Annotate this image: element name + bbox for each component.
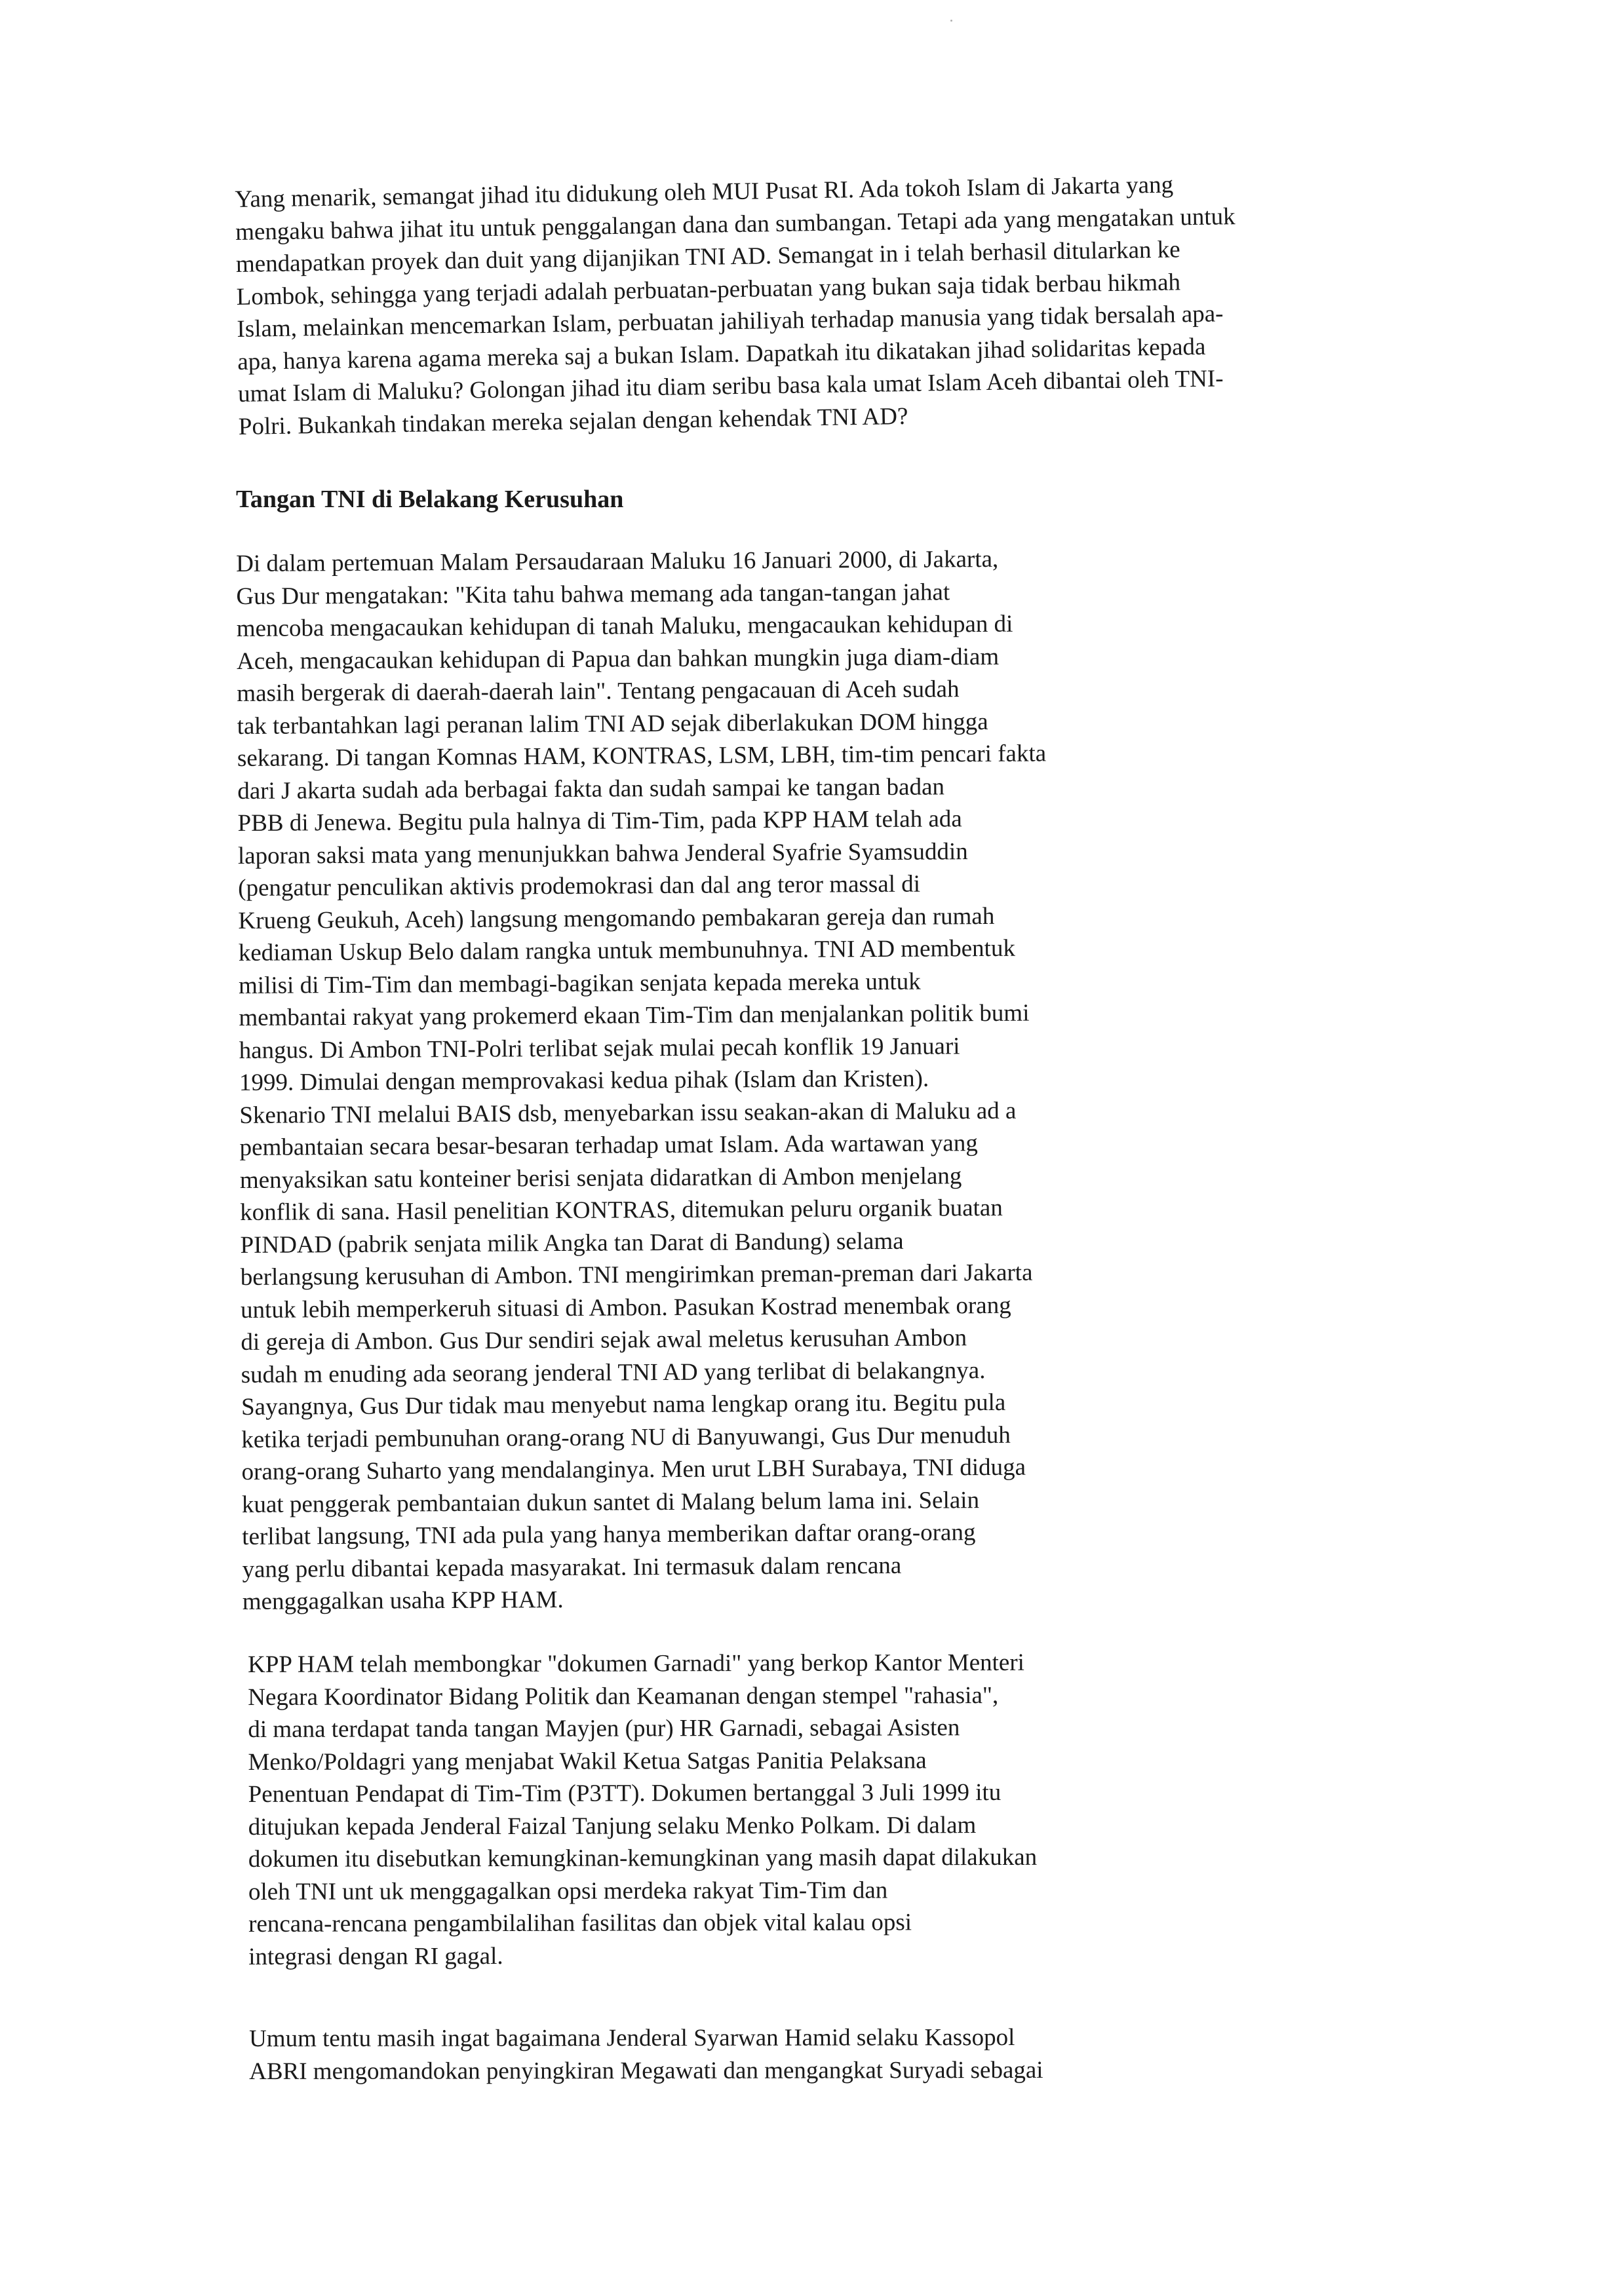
text-line: Di dalam pertemuan Malam Persaudaraan Maluku 16 Januari 2000, di Jakarta, xyxy=(236,545,999,577)
text-line: yang perlu dibantai kepada masyarakat. Ini termasuk dalam rencana xyxy=(242,1552,902,1583)
text-line: rencana-rencana pengambilalihan fasilitas dan objek vital kalau opsi xyxy=(248,1909,912,1938)
text-line: ditujukan kepada Jenderal Faizal Tanjung selaku Menko Polkam. Di dalam xyxy=(248,1811,977,1841)
text-line: integrasi dengan RI gagal. xyxy=(248,1942,503,1970)
text-line: KPP HAM telah membongkar "dokumen Garnadi" yang berkop Kantor Menteri xyxy=(248,1649,1024,1678)
text-line: umat Islam di Maluku? Golongan jihad itu diam seribu basa kala umat Islam Aceh dibantai oleh TNI- xyxy=(237,365,1224,408)
text-line: PBB di Jenewa. Begitu pula halnya di Tim-Tim, pada KPP HAM telah ada xyxy=(237,805,962,837)
text-line: apa, hanya karena agama mereka saj a bukan Islam. Dapatkah itu dikatakan jihad solidaritas kepada xyxy=(237,333,1206,375)
paragraph-jihad xyxy=(235,168,1239,443)
text-line: ABRI mengomandokan penyingkiran Megawati dan mengangkat Suryadi sebagai xyxy=(249,2056,1043,2085)
scan-speck xyxy=(950,20,952,22)
text-line: (pengatur penculikan aktivis prodemokrasi dan dal ang teror massal di xyxy=(238,870,921,902)
paragraph-tni-role xyxy=(236,543,1051,1618)
text-line: terlibat langsung, TNI ada pula yang hanya memberikan daftar orang-orang xyxy=(242,1519,976,1550)
text-line: Penentuan Pendapat di Tim-Tim (P3TT). Dokumen bertanggal 3 Juli 1999 itu xyxy=(248,1778,1002,1808)
text-line: di mana terdapat tanda tangan Mayjen (pur) HR Garnadi, sebagai Asisten xyxy=(248,1714,960,1743)
text-line: mendapatkan proyek dan duit yang dijanjikan TNI AD. Semangat in i telah berhasil ditularkan ke xyxy=(235,236,1180,278)
text-line: orang-orang Suharto yang mendalanginya. Men urut LBH Surabaya, TNI diduga xyxy=(241,1453,1026,1485)
text-line: konflik di sana. Hasil penelitian KONTRAS, ditemukan peluru organik buatan xyxy=(240,1194,1003,1226)
text-line: Islam, melainkan mencemarkan Islam, perbuatan jahiliyah terhadap manusia yang tidak bersalah apa- xyxy=(237,300,1224,343)
text-line: berlangsung kerusuhan di Ambon. TNI mengirimkan preman-preman dari Jakarta xyxy=(240,1259,1033,1291)
text-line: membantai rakyat yang prokemerd ekaan Tim-Tim dan menjalankan politik bumi xyxy=(239,999,1030,1031)
text-line: menggagalkan usaha KPP HAM. xyxy=(242,1586,564,1615)
text-line: mencoba mengacaukan kehidupan di tanah Maluku, mengacaukan kehidupan di xyxy=(236,610,1013,642)
text-line: Menko/Poldagri yang menjabat Wakil Ketua Satgas Panitia Pelaksana xyxy=(248,1746,927,1776)
text-line: tak terbantahkan lagi peranan lalim TNI AD sejak diberlakukan DOM hingga xyxy=(237,708,988,740)
text-line: oleh TNI unt uk menggagalkan opsi merdeka rakyat Tim-Tim dan xyxy=(248,1876,888,1905)
text-line: Negara Koordinator Bidang Politik dan Keamanan dengan stempel "rahasia", xyxy=(248,1681,999,1711)
text-line: ketika terjadi pembunuhan orang-orang NU di Banyuwangi, Gus Dur menuduh xyxy=(241,1421,1011,1453)
text-line: mengaku bahwa jihat itu untuk penggalangan dana dan sumbangan. Tetapi ada yang mengatakan untuk xyxy=(235,202,1236,246)
text-line: menyaksikan satu konteiner berisi senjata didaratkan di Ambon menjelang xyxy=(239,1162,962,1194)
text-line: di gereja di Ambon. Gus Dur sendiri sejak awal meletus kerusuhan Ambon xyxy=(241,1324,967,1356)
text-line: Skenario TNI melalui BAIS dsb, menyebarkan issu seakan-akan di Maluku ad a xyxy=(239,1097,1017,1129)
text-line: untuk lebih memperkeruh situasi di Ambon. Pasukan Kostrad menembak orang xyxy=(240,1292,1011,1324)
text-line: sekarang. Di tangan Komnas HAM, KONTRAS, LSM, LBH, tim-tim pencari fakta xyxy=(237,740,1047,772)
text-line: Polri. Bukankah tindakan mereka sejalan dengan kehendak TNI AD? xyxy=(238,402,908,440)
text-line: Lombok, sehingga yang terjadi adalah perbuatan-perbuatan yang bukan saja tidak berbau hikmah xyxy=(236,268,1181,311)
text-line: hangus. Di Ambon TNI-Polri terlibat sejak mulai pecah konflik 19 Januari xyxy=(239,1032,960,1064)
text-line: Gus Dur mengatakan: "Kita tahu bahwa memang ada tangan-tangan jahat xyxy=(236,578,950,610)
text-line: dokumen itu disebutkan kemungkinan-kemungkinan yang masih dapat dilakukan xyxy=(248,1843,1038,1873)
text-line: milisi di Tim-Tim dan membagi-bagikan senjata kepada mereka untuk xyxy=(238,968,921,999)
text-line: 1999. Dimulai dengan memprovakasi kedua pihak (Islam dan Kristen). xyxy=(239,1065,929,1096)
text-line: laporan saksi mata yang menunjukkan bahwa Jenderal Syafrie Syamsuddin xyxy=(237,837,968,870)
text-line: pembantaian secara besar-besaran terhadap umat Islam. Ada wartawan yang xyxy=(239,1130,978,1161)
text-line: Aceh, mengacaukan kehidupan di Papua dan bahkan mungkin juga diam-diam xyxy=(236,643,1000,675)
text-line: kuat penggerak pembantaian dukun santet di Malang belum lama ini. Selain xyxy=(241,1486,980,1518)
text-line: kediaman Uskup Belo dalam rangka untuk membunuhnya. TNI AD membentuk xyxy=(238,934,1016,966)
paragraph-garnadi-document xyxy=(248,1647,1038,1973)
text-line: Krueng Geukuh, Aceh) langsung mengomando pembakaran gereja dan rumah xyxy=(238,902,995,934)
text-line: Umum tentu masih ingat bagaimana Jenderal Syarwan Hamid selaku Kassopol xyxy=(249,2023,1015,2052)
section-heading: Tangan TNI di Belakang Kerusuhan xyxy=(236,486,624,513)
text-line: sudah m enuding ada seorang jenderal TNI AD yang terlibat di belakangnya. xyxy=(241,1356,986,1388)
text-line: masih bergerak di daerah-daerah lain". Tentang pengacauan di Aceh sudah xyxy=(237,676,960,707)
paragraph-syarwan-hamid xyxy=(249,2021,1043,2088)
text-line: Yang menarik, semangat jihad itu didukung oleh MUI Pusat RI. Ada tokoh Islam di Jakarta yang xyxy=(235,171,1174,213)
text-line: dari J akarta sudah ada berbagai fakta dan sudah sampai ke tangan badan xyxy=(237,773,945,805)
text-line: Sayangnya, Gus Dur tidak mau menyebut nama lengkap orang itu. Begitu pula xyxy=(241,1388,1006,1421)
text-line: PINDAD (pabrik senjata milik Angka tan Darat di Bandung) selama xyxy=(240,1227,904,1259)
